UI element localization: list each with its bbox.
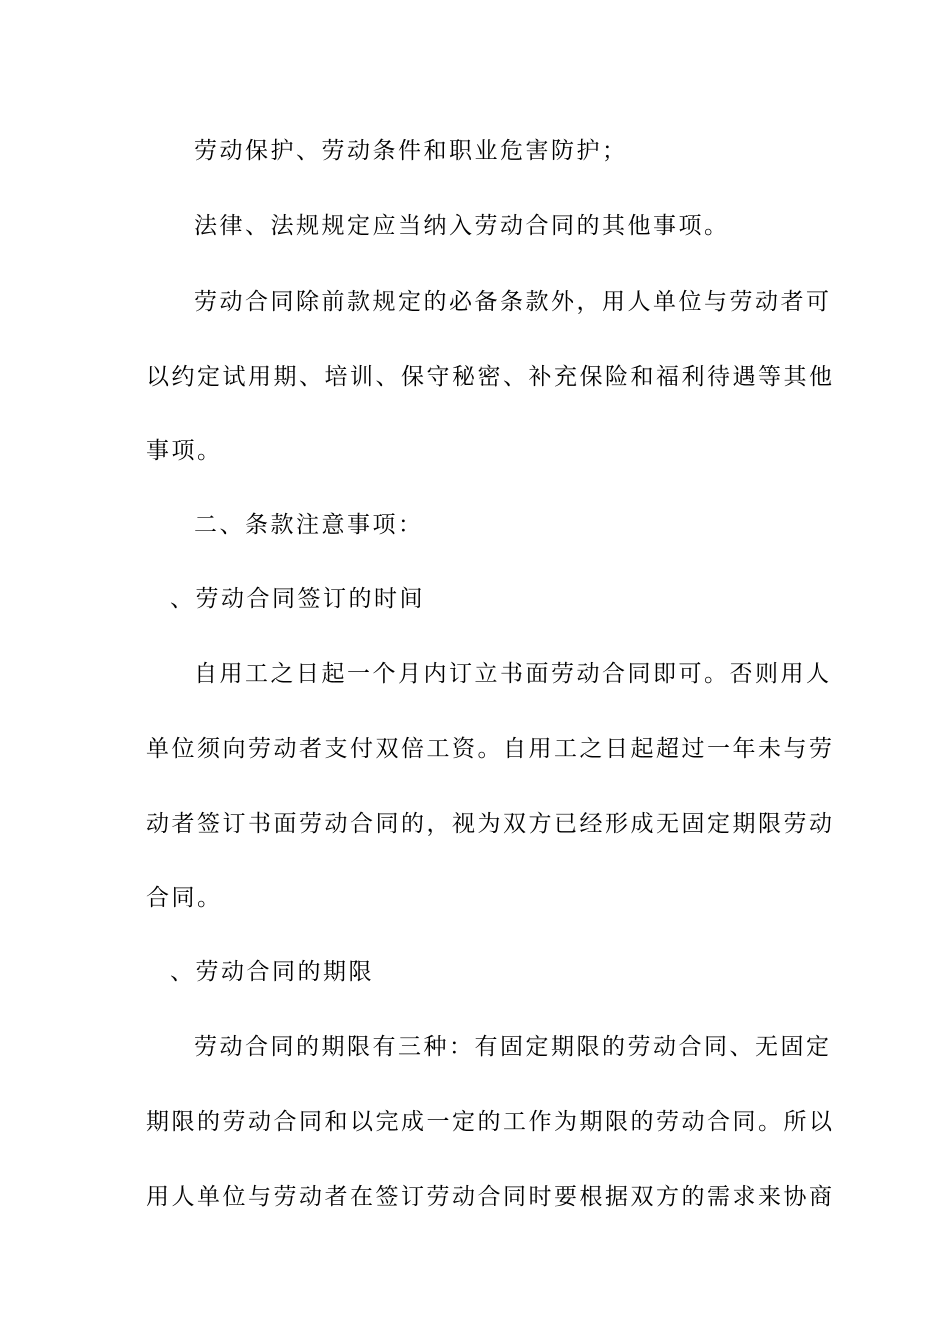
text-line: 劳动保护、劳动条件和职业危害防护； xyxy=(194,138,628,164)
subsection-heading: 、劳动合同的期限 xyxy=(170,959,374,985)
paragraph-first-line: 自用工之日起一个月内订立书面劳动合同即可。否则用人 xyxy=(194,661,832,687)
text-line: 法律、法规规定应当纳入劳动合同的其他事项。 xyxy=(194,213,730,239)
text-line: 合同。 xyxy=(146,885,223,911)
text-line: 单位须向劳动者支付双倍工资。自用工之日起超过一年未与劳 xyxy=(146,736,835,762)
text-line: 动者签订书面劳动合同的，视为双方已经形成无固定期限劳动 xyxy=(146,811,835,837)
paragraph-first-line: 劳动合同的期限有三种：有固定期限的劳动合同、无固定 xyxy=(194,1034,832,1060)
subsection-heading: 、劳动合同签订的时间 xyxy=(170,586,425,612)
text-line: 以约定试用期、培训、保守秘密、补充保险和福利待遇等其他 xyxy=(146,364,835,390)
section-heading: 二、条款注意事项： xyxy=(194,512,424,538)
text-line: 期限的劳动合同和以完成一定的工作为期限的劳动合同。所以 xyxy=(146,1109,835,1135)
paragraph-first-line: 劳动合同除前款规定的必备条款外，用人单位与劳动者可 xyxy=(194,289,832,315)
text-line: 用人单位与劳动者在签订劳动合同时要根据双方的需求来协商 xyxy=(146,1184,835,1210)
text-line: 事项。 xyxy=(146,438,223,464)
